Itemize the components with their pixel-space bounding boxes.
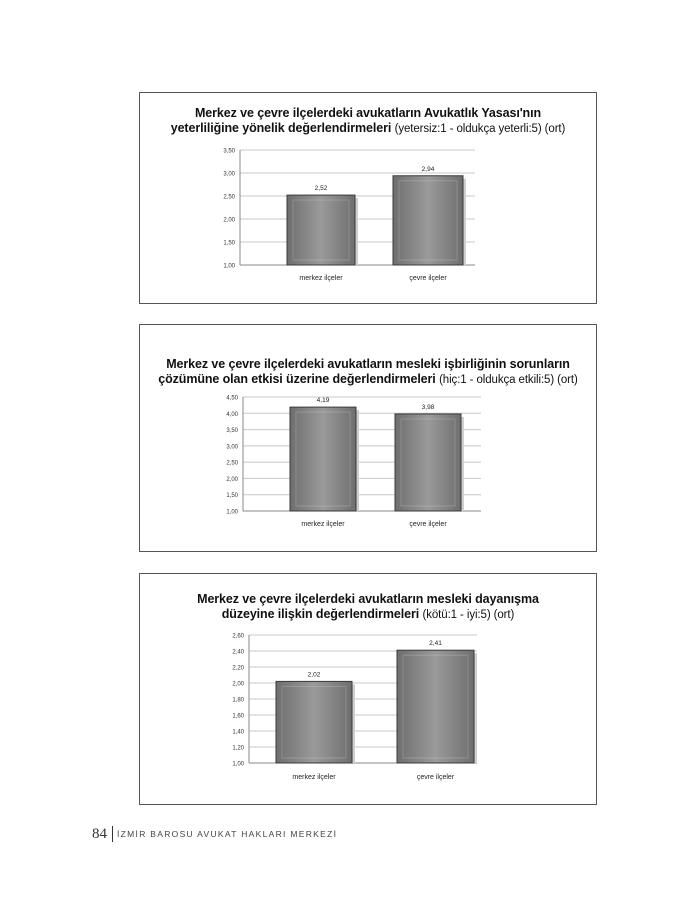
bar-value-label: 2,52 [314,185,328,193]
x-category-label: merkez ilçeler [292,774,336,781]
y-tick-label: 3,00 [223,171,235,178]
footer-publisher: İZMİR BAROSU AVUKAT HAKLARI MERKEZİ [117,829,338,839]
page-footer [92,826,337,842]
y-tick-label: 2,40 [232,649,244,656]
y-tick-label: 1,00 [223,263,235,270]
y-tick-label: 1,40 [232,729,244,736]
chart-panel-mesleki-dayanisma [139,573,597,805]
bar-merkez [290,407,356,511]
bar-merkez [276,681,352,763]
y-tick-label: 1,50 [226,493,238,500]
chart-title-line1: Merkez ve çevre ilçelerdeki avukatların mesleki dayanışma [197,592,539,606]
bar-chart [140,325,598,553]
y-tick-label: 2,50 [226,460,238,467]
chart-title-line1: Merkez ve çevre ilçelerdeki avukatların Avukatlık Yasası'nın [194,106,542,120]
chart-title-line2-scale: (hiç:1 - oldukça etkili:5) (ort) [439,374,578,386]
chart-panel-mesleki-isbirligi [139,324,597,552]
y-tick-label: 4,00 [226,411,238,418]
x-category-label: merkez ilçeler [299,275,343,282]
chart-title-line2-bold: düzeyine ilişkin değerlendirmeleri [221,607,420,621]
y-tick-label: 1,20 [232,745,244,752]
y-tick-label: 1,00 [232,761,244,768]
chart-panel-avukatlik-yasasi [139,92,597,304]
chart-title-line2-scale: (yetersiz:1 - oldukça yeterli:5) (ort) [394,123,566,135]
chart-title-line2-bold: yeterliliğine yönelik değerlendirmeleri [170,121,392,135]
y-tick-label: 3,50 [226,428,238,435]
y-tick-label: 3,50 [223,148,235,155]
chart-title-line1: Merkez ve çevre ilçelerdeki avukatların mesleki işbirliğinin sorunların [166,357,570,371]
y-tick-label: 2,60 [232,633,244,640]
bar-value-label: 3,98 [421,403,435,411]
x-category-label: çevre ilçeler [416,774,455,781]
y-tick-label: 2,20 [232,665,244,672]
y-tick-label: 2,00 [223,217,235,224]
page-number: 84 [92,825,107,842]
y-tick-label: 1,60 [232,713,244,720]
y-tick-label: 2,50 [223,194,235,201]
bar-value-label: 2,02 [307,671,321,679]
y-tick-label: 2,00 [232,681,244,688]
footer-divider [112,826,113,842]
bar-chart [140,93,598,305]
bar-cevre [393,176,463,265]
x-category-label: çevre ilçeler [409,275,447,282]
y-tick-label: 1,80 [232,697,244,704]
bar-chart [140,574,598,806]
chart-title-line2-scale: (kötü:1 - iyi:5) (ort) [422,609,515,621]
bar-value-label: 4,19 [316,397,330,405]
y-tick-label: 1,00 [226,509,238,516]
bar-value-label: 2,94 [421,165,435,173]
bar-merkez [287,195,355,265]
bar-cevre [397,650,474,763]
chart-title-line2-bold: çözümüne olan etkisi üzerine değerlendirmeleri [158,372,436,386]
x-category-label: çevre ilçeler [409,521,447,528]
x-category-label: merkez ilçeler [301,521,345,528]
y-tick-label: 4,50 [226,395,238,402]
bar-value-label: 2,41 [429,640,442,648]
bar-cevre [395,414,461,511]
y-tick-label: 2,00 [226,476,238,483]
y-tick-label: 3,00 [226,444,238,451]
y-tick-label: 1,50 [223,240,235,247]
